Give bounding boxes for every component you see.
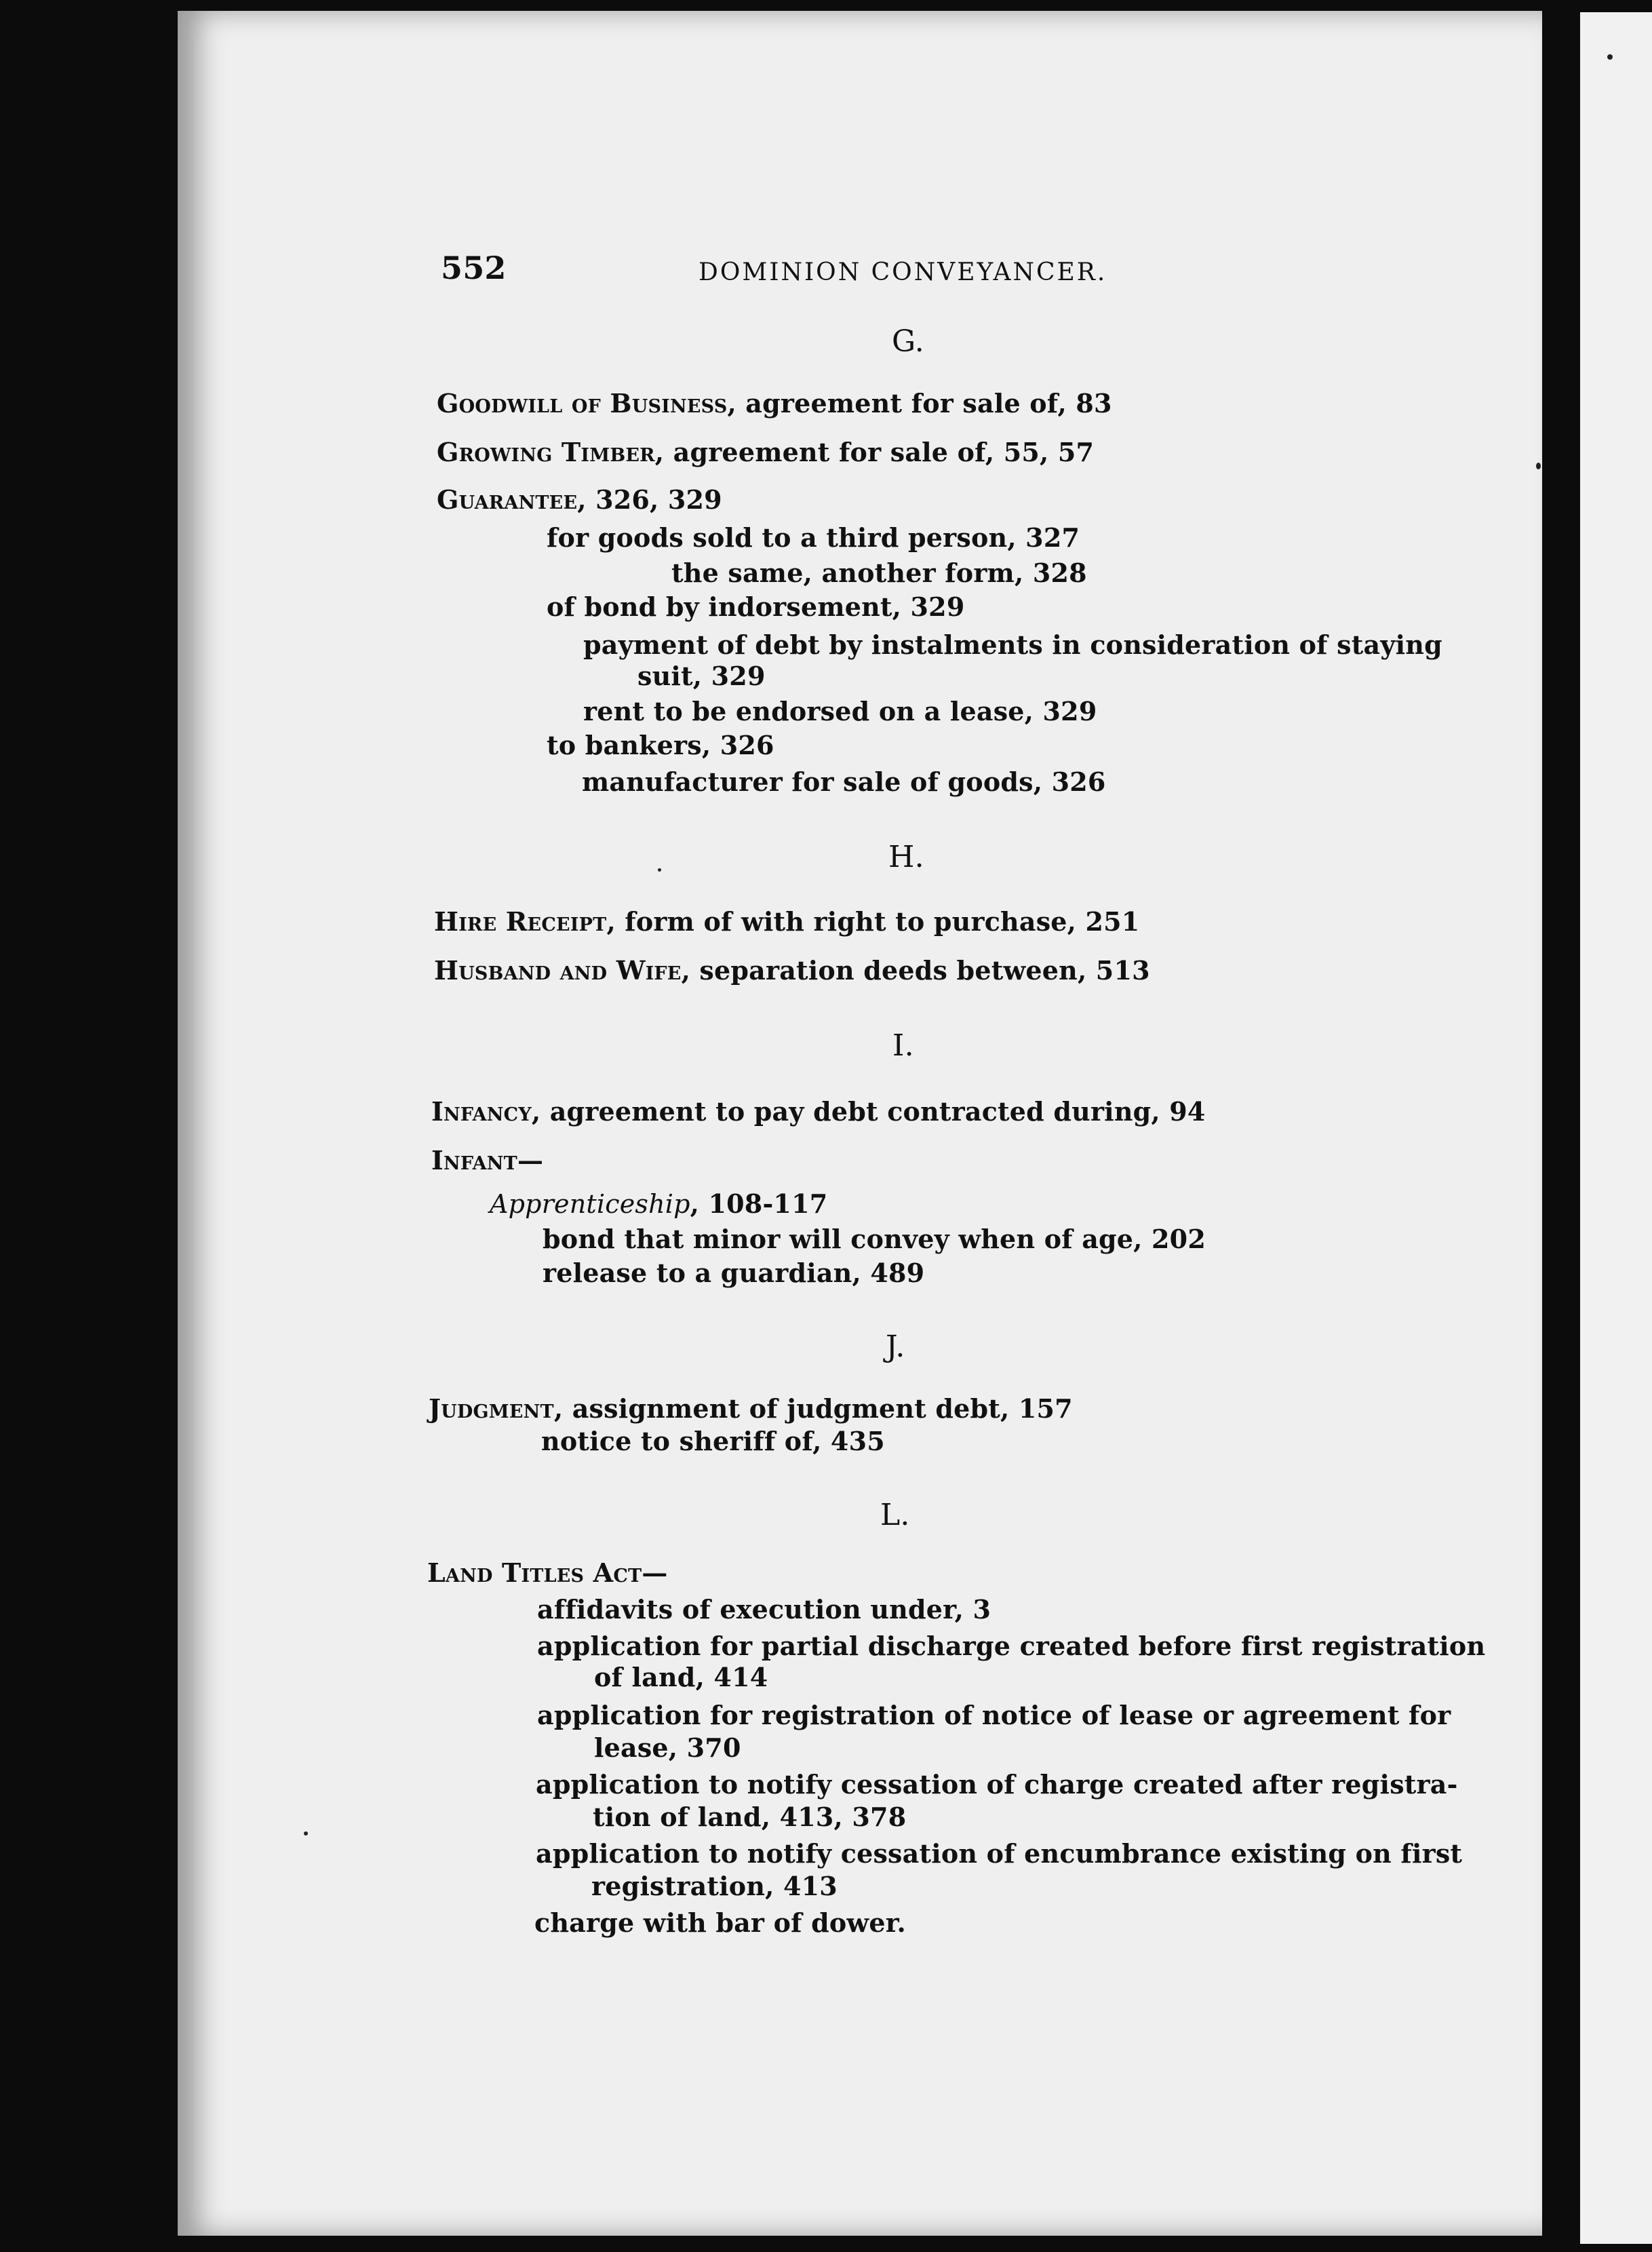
entry-term: Infancy <box>431 1096 532 1127</box>
index-subentry-continuation: registration, 413 <box>591 1871 838 1901</box>
index-entry-husband-and-wife <box>434 955 1150 986</box>
entry-term: Apprenticeship <box>490 1189 690 1219</box>
index-entry-land-titles-act <box>427 1557 668 1588</box>
index-subentry: application to notify cessation of encumbrance existing on first <box>536 1838 1463 1869</box>
index-subentry: application for partial discharge created before first registration <box>537 1631 1486 1661</box>
entry-term: Hire Receipt <box>434 906 607 937</box>
section-letter-j: J. <box>886 1329 905 1364</box>
print-speck <box>304 1831 308 1836</box>
index-subentry: notice to sheriff of, 435 <box>541 1426 885 1456</box>
entry-text: , separation deeds between, 513 <box>681 955 1150 986</box>
entry-term: Infant <box>431 1145 517 1176</box>
entry-text: , 326, 329 <box>577 484 722 515</box>
index-entry-growing-timber <box>437 437 1095 467</box>
index-subentry-continuation: of land, 414 <box>594 1662 768 1692</box>
index-entry-infant <box>431 1145 544 1176</box>
index-subentry: charge with bar of dower. <box>534 1907 906 1938</box>
index-entry-infancy <box>431 1096 1206 1127</box>
section-letter-l: L. <box>880 1498 910 1532</box>
entry-text: , form of with right to purchase, 251 <box>606 906 1140 937</box>
page-number: 552 <box>441 250 507 286</box>
entry-text: , 108-117 <box>690 1188 828 1219</box>
entry-term: Husband and Wife <box>434 955 682 986</box>
index-subentry: the same, another form, 328 <box>671 558 1087 588</box>
print-speck <box>1607 54 1613 60</box>
section-letter-i: I. <box>892 1028 914 1063</box>
entry-term: Goodwill of Business <box>437 388 728 419</box>
entry-term: Judgment <box>429 1393 554 1424</box>
adjacent-page-edge <box>1580 12 1652 2244</box>
index-subentry: affidavits of execution under, 3 <box>537 1594 991 1625</box>
print-speck <box>658 868 661 872</box>
index-entry-hire-receipt <box>434 906 1140 937</box>
index-subentry: for goods sold to a third person, 327 <box>547 522 1080 553</box>
entry-term: Guarantee <box>437 484 578 515</box>
entry-text: , agreement to pay debt contracted during, 94 <box>531 1096 1206 1127</box>
index-entry-goodwill <box>437 388 1112 419</box>
entry-term: Growing Timber <box>437 437 655 467</box>
index-subentry-continuation: lease, 370 <box>594 1732 741 1763</box>
print-speck <box>1536 463 1541 469</box>
entry-text: , agreement for sale of, 83 <box>727 388 1112 419</box>
index-entry-apprenticeship <box>490 1188 828 1219</box>
index-subentry: release to a guardian, 489 <box>543 1258 925 1288</box>
index-subentry-continuation: tion of land, 413, 378 <box>593 1802 907 1832</box>
section-letter-g: G. <box>892 324 924 359</box>
entry-text: — <box>642 1557 668 1588</box>
running-title: DOMINION CONVEYANCER. <box>699 258 1107 286</box>
index-subentry: payment of debt by instalments in consideration of staying <box>583 629 1442 660</box>
section-letter-h: H. <box>888 840 924 874</box>
index-subentry: application for registration of notice of lease or agreement for <box>537 1700 1451 1730</box>
index-subentry: rent to be endorsed on a lease, 329 <box>583 696 1097 726</box>
index-subentry: bond that minor will convey when of age, 202 <box>543 1224 1206 1254</box>
index-subentry: to bankers, 326 <box>547 730 774 760</box>
index-subentry: of bond by indorsement, 329 <box>547 591 965 622</box>
index-subentry: manufacturer for sale of goods, 326 <box>582 766 1106 797</box>
entry-text: , assignment of judgment debt, 157 <box>553 1393 1073 1424</box>
index-entry-judgment <box>429 1393 1073 1424</box>
index-subentry-continuation: suit, 329 <box>637 661 766 691</box>
entry-text: — <box>517 1145 544 1176</box>
entry-text: , agreement for sale of, 55, 57 <box>654 437 1095 467</box>
index-entry-guarantee <box>437 484 722 515</box>
entry-term: Land Titles Act <box>427 1557 642 1588</box>
index-subentry: application to notify cessation of charge created after registra- <box>536 1769 1458 1800</box>
